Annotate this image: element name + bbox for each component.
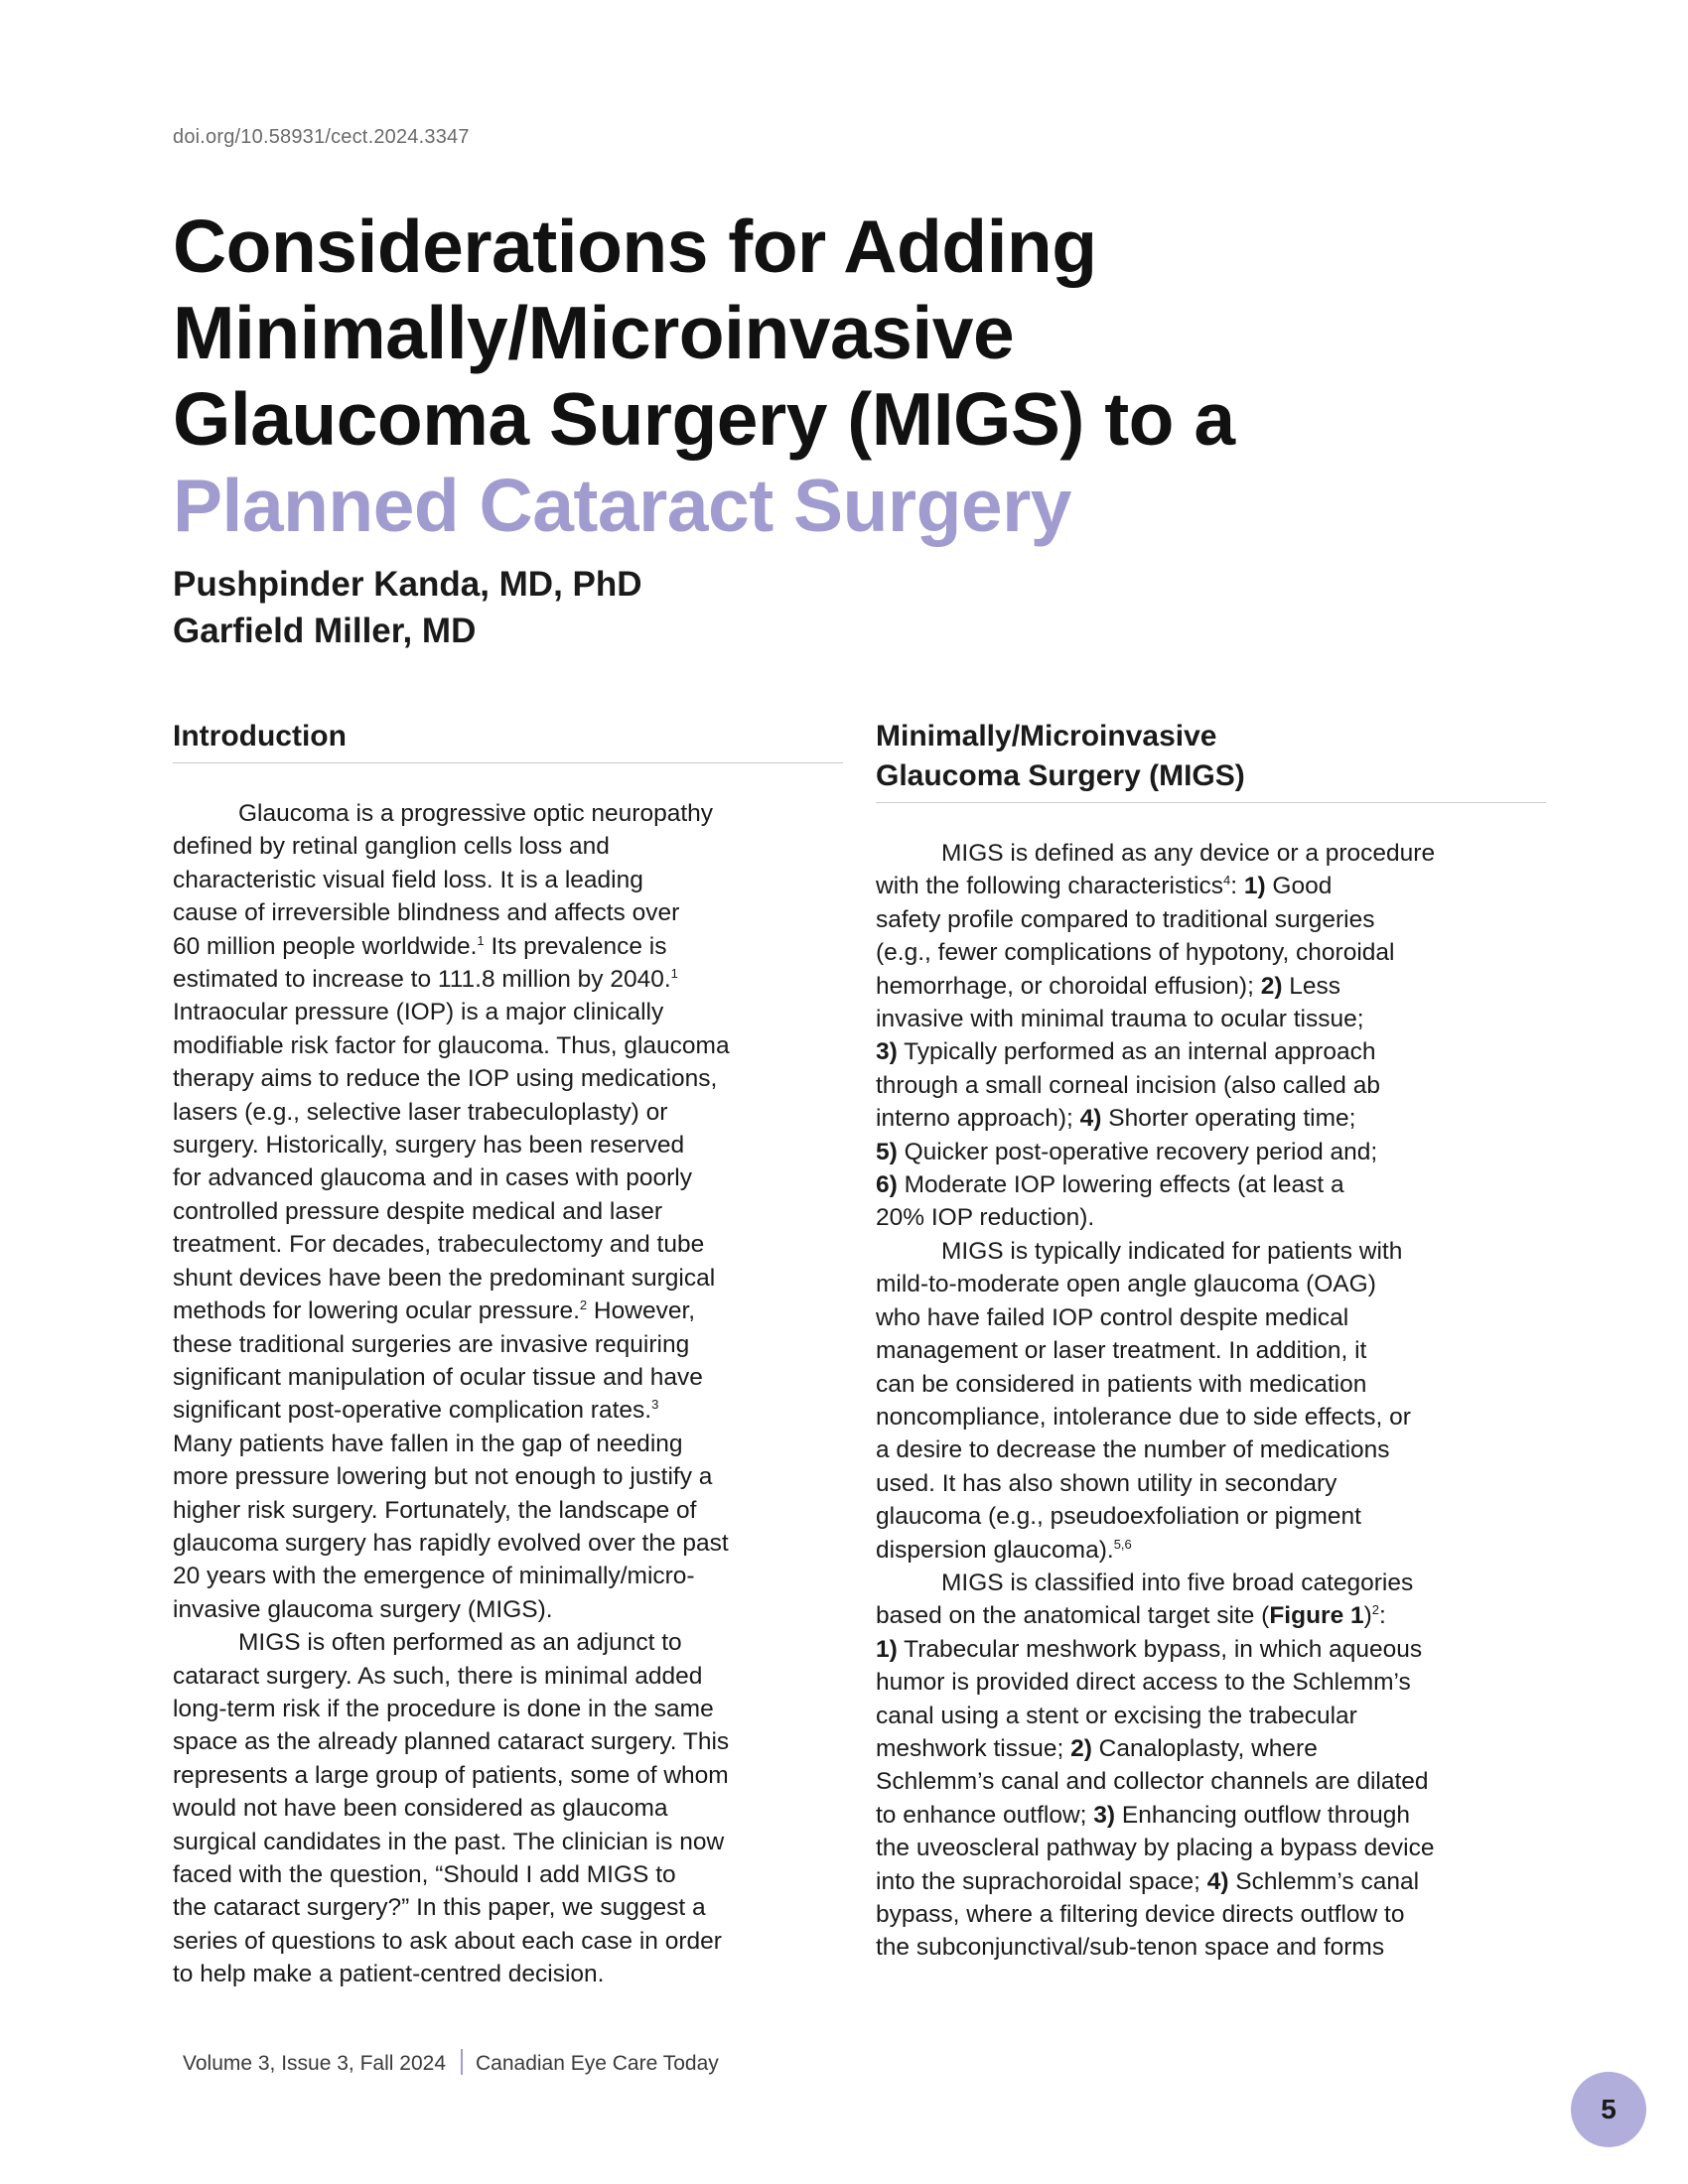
text-line: Many patients have fallen in the gap of needing — [173, 1430, 683, 1457]
text-line: into the suprachoroidal space; 4) Schlemm’s canal — [876, 1867, 1420, 1895]
text-line: 20% IOP reduction). — [876, 1204, 1095, 1232]
text-line: dispersion glaucoma).$^{5,6}$ — [876, 1536, 1132, 1564]
author-name: Garfield Miller, MD — [173, 612, 477, 650]
text-line: to enhance outflow; 3) Enhancing outflow through — [876, 1801, 1411, 1829]
text-line: 3) Typically performed as an internal approach — [876, 1038, 1376, 1066]
heading-line: Introduction — [173, 720, 347, 752]
text-line: treatment. For decades, trabeculectomy and tube — [173, 1231, 705, 1259]
text-line: MIGS is often performed as an adjunct to — [238, 1629, 682, 1657]
text-line: Schlemm’s canal and collector channels are dilated — [876, 1768, 1429, 1796]
citation-ref[interactable]: 1 — [477, 932, 485, 948]
text-line: based on the anatomical target site (Figure 1)$^2$: — [876, 1602, 1386, 1630]
text-line: characteristic visual field loss. It is a leading — [173, 866, 643, 893]
text-line: bypass, where a filtering device directs outflow to — [876, 1901, 1405, 1928]
text-line: modifiable risk factor for glaucoma. Thus, glaucoma — [173, 1031, 730, 1059]
title-line: Minimally/Microinvasive — [173, 291, 1015, 374]
title-line: Considerations for Adding — [173, 205, 1097, 288]
text-line: (e.g., fewer complications of hypotony, choroidal — [876, 939, 1395, 967]
text-line: MIGS is typically indicated for patients with — [941, 1237, 1403, 1265]
text-line: more pressure lowering but not enough to justify a — [173, 1463, 713, 1491]
citation-ref[interactable]: 4 — [1222, 873, 1231, 888]
text-line: MIGS is defined as any device or a procedure — [941, 840, 1436, 867]
paragraph — [173, 797, 843, 1626]
doi-link[interactable]: doi.org/10.58931/cect.2024.3347 — [173, 126, 470, 148]
text-line: space as the already planned cataract surgery. This — [173, 1728, 730, 1756]
text-line: 20 years with the emergence of minimally/micro- — [173, 1563, 695, 1590]
heading-line: Minimally/Microinvasive — [876, 720, 1217, 752]
text-line: therapy aims to reduce the IOP using medications, — [173, 1065, 718, 1093]
page-footer — [183, 2049, 719, 2076]
text-line: these traditional surgeries are invasive requiring — [173, 1330, 690, 1358]
text-line: with the following characteristics$^4$: 1) Good — [876, 873, 1333, 900]
text-line: surgery. Historically, surgery has been reserved — [173, 1132, 685, 1160]
text-line: MIGS is classified into five broad categories — [941, 1569, 1414, 1596]
text-line: management or laser treatment. In addition, it — [876, 1337, 1367, 1365]
text-line: would not have been considered as glaucoma — [173, 1795, 668, 1823]
citation-ref[interactable]: 5,6 — [1113, 1536, 1132, 1552]
text-line: surgical candidates in the past. The clinician is now — [173, 1828, 725, 1855]
text-line: interno approach); 4) Shorter operating time; — [876, 1105, 1356, 1133]
introduction-body — [173, 797, 843, 1991]
text-line: significant manipulation of ocular tissue and have — [173, 1363, 703, 1391]
text-line: through a small corneal incision (also called ab — [876, 1071, 1380, 1099]
left-column — [173, 717, 843, 1991]
text-line: glaucoma (e.g., pseudoexfoliation or pigment — [876, 1503, 1361, 1531]
text-line: mild-to-moderate open angle glaucoma (OAG) — [876, 1271, 1376, 1298]
text-line: glaucoma surgery has rapidly evolved over the past — [173, 1529, 729, 1557]
text-line: 1) Trabecular meshwork bypass, in which aqueous — [876, 1635, 1423, 1663]
footer-volume: Volume 3, Issue 3, Fall 2024 — [183, 2052, 446, 2075]
text-line: hemorrhage, or choroidal effusion); 2) Less — [876, 972, 1341, 1000]
text-line: the cataract surgery?” In this paper, we suggest a — [173, 1894, 706, 1922]
text-line: Intraocular pressure (IOP) is a major clinically — [173, 999, 664, 1026]
author-name: Pushpinder Kanda, MD, PhD — [173, 565, 642, 604]
text-line: estimated to increase to 111.8 million by 2040.$^1$ — [173, 966, 678, 994]
citation-ref[interactable]: 1 — [670, 966, 678, 982]
text-line: defined by retinal ganglion cells loss and — [173, 833, 610, 861]
article-title — [173, 204, 1563, 549]
text-line: faced with the question, “Should I add MIGS to — [173, 1861, 676, 1888]
paragraph — [876, 1235, 1546, 1567]
author-list — [173, 561, 642, 654]
text-line: the subconjunctival/sub-tenon space and forms — [876, 1934, 1385, 1962]
text-line: noncompliance, intolerance due to side effects, or — [876, 1403, 1411, 1431]
figure-ref-link[interactable]: Figure 1 — [1269, 1602, 1364, 1630]
citation-ref[interactable]: 2 — [579, 1297, 588, 1313]
text-line: 60 million people worldwide.$^1$ Its prevalence is — [173, 932, 667, 960]
text-line: controlled pressure despite medical and laser — [173, 1197, 662, 1225]
text-line: a desire to decrease the number of medications — [876, 1436, 1390, 1464]
introduction-heading — [173, 717, 843, 763]
text-line: invasive glaucoma surgery (MIGS). — [173, 1595, 553, 1623]
text-line: can be considered in patients with medication — [876, 1370, 1367, 1398]
page-number-badge: 5 — [1571, 2072, 1646, 2147]
text-line: used. It has also shown utility in secondary — [876, 1469, 1337, 1497]
text-line: methods for lowering ocular pressure.$^2$ However, — [173, 1297, 696, 1325]
text-line: invasive with minimal trauma to ocular tissue; — [876, 1006, 1364, 1033]
text-line: 5) Quicker post-operative recovery period and; — [876, 1138, 1378, 1165]
paragraph — [876, 837, 1546, 1235]
migs-body — [876, 837, 1546, 1965]
title-accent-line: Planned Cataract Surgery — [173, 464, 1071, 547]
heading-line: Glaucoma Surgery (MIGS) — [876, 759, 1245, 792]
text-line: higher risk surgery. Fortunately, the landscape of — [173, 1496, 697, 1524]
text-line: 6) Moderate IOP lowering effects (at least a — [876, 1171, 1344, 1199]
text-line: for advanced glaucoma and in cases with poorly — [173, 1164, 692, 1192]
paragraph — [876, 1567, 1546, 1965]
text-line: cause of irreversible blindness and affects over — [173, 899, 680, 927]
text-line: long-term risk if the procedure is done in the same — [173, 1695, 714, 1722]
text-line: humor is provided direct access to the Schlemm’s — [876, 1669, 1411, 1697]
right-column — [876, 717, 1546, 1965]
footer-journal: Canadian Eye Care Today — [476, 2052, 719, 2075]
text-line: safety profile compared to traditional surgeries — [876, 905, 1375, 933]
text-line: to help make a patient-centred decision. — [173, 1961, 605, 1988]
text-line: shunt devices have been the predominant surgical — [173, 1264, 716, 1292]
text-line: Glaucoma is a progressive optic neuropathy — [238, 800, 714, 827]
text-line: cataract surgery. As such, there is minimal added — [173, 1662, 703, 1690]
text-line: significant post-operative complication rates.$^3$ — [173, 1397, 659, 1425]
text-line: canal using a stent or excising the trabecular — [876, 1702, 1357, 1729]
migs-heading — [876, 717, 1546, 803]
footer-divider — [461, 2049, 463, 2075]
citation-ref[interactable]: 2 — [1371, 1602, 1380, 1618]
text-line: meshwork tissue; 2) Canaloplasty, where — [876, 1734, 1318, 1762]
text-line: series of questions to ask about each case in order — [173, 1927, 722, 1955]
citation-ref[interactable]: 3 — [651, 1397, 659, 1413]
title-line: Glaucoma Surgery (MIGS) to a — [173, 377, 1235, 461]
text-line: the uveoscleral pathway by placing a bypass device — [876, 1835, 1435, 1862]
text-line: lasers (e.g., selective laser trabeculoplasty) or — [173, 1098, 668, 1126]
paragraph — [173, 1626, 843, 1990]
text-line: who have failed IOP control despite medical — [876, 1303, 1349, 1331]
text-line: represents a large group of patients, some of whom — [173, 1761, 729, 1789]
